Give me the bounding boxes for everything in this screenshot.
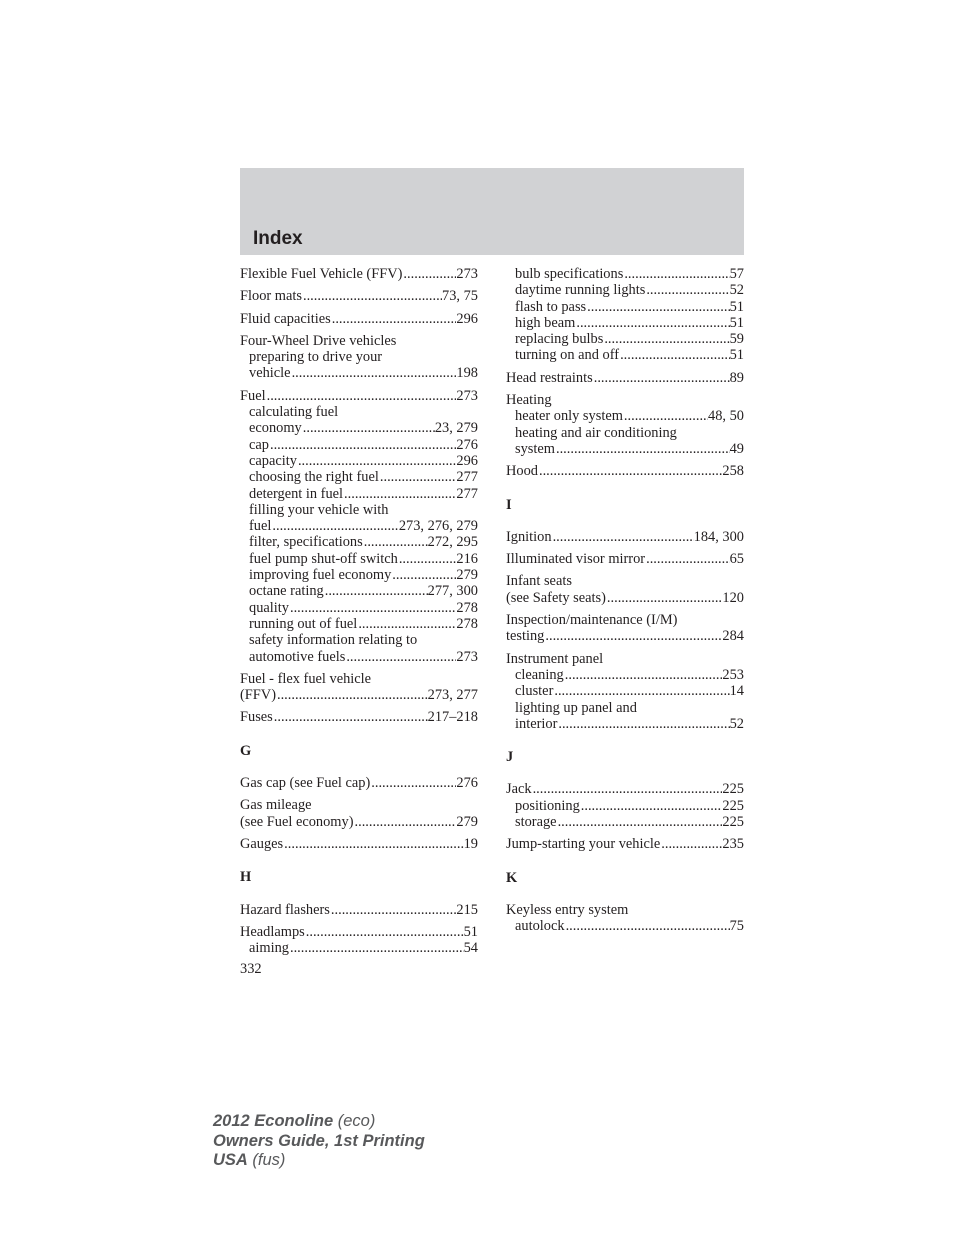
subentry-term: flash to pass xyxy=(515,298,587,315)
subentry-term: turning on and off xyxy=(515,347,620,364)
index-column-right xyxy=(506,266,744,941)
entry-term: Fuel xyxy=(240,387,266,404)
subentry-term: aiming xyxy=(249,940,289,957)
entry-term: Ignition xyxy=(506,528,552,545)
entry-page: 120 xyxy=(722,589,744,606)
entry-term: Keyless entry system xyxy=(506,901,629,918)
entry-page: 253 xyxy=(722,666,744,683)
entry-term: Floor mats xyxy=(240,288,302,305)
entry-term: Hazard flashers xyxy=(240,901,330,918)
entry-page: 273, 276, 279 xyxy=(398,518,478,535)
entry-page: 276 xyxy=(456,775,478,792)
index-entry xyxy=(240,671,478,704)
entry-page: 184, 300 xyxy=(693,528,744,545)
index-entry xyxy=(506,551,744,567)
entry-page: 284 xyxy=(722,628,744,645)
entry-page: 216 xyxy=(456,550,478,567)
document-footer xyxy=(213,1112,425,1171)
entry-page: 51 xyxy=(463,923,478,940)
entry-page: 273, 277 xyxy=(427,687,478,704)
subentry-term: high beam xyxy=(515,314,576,331)
entry-page: 225 xyxy=(722,814,744,831)
subentry-term: positioning xyxy=(515,797,580,814)
entry-page: 273 xyxy=(456,648,478,665)
entry-term: Infant seats xyxy=(506,573,572,590)
index-entry xyxy=(506,573,744,606)
subentry-term: system xyxy=(515,440,555,457)
footer-region-code: (fus) xyxy=(247,1151,286,1169)
index-entry xyxy=(240,266,478,282)
entry-term: Fluid capacities xyxy=(240,310,331,327)
entry-term: Illuminated visor mirror xyxy=(506,551,646,568)
entry-term: Gas cap (see Fuel cap) xyxy=(240,775,371,792)
subentry-term: fuel pump shut-off switch xyxy=(249,550,398,567)
subentry-term: lighting up panel and xyxy=(515,699,637,716)
entry-page: 52 xyxy=(729,715,744,732)
subentry-term: daytime running lights xyxy=(515,282,646,299)
entry-page: 278 xyxy=(456,599,478,616)
entry-page: 258 xyxy=(722,463,744,480)
subentry-term: detergent in fuel xyxy=(249,485,344,502)
subentry-term: vehicle xyxy=(249,365,291,382)
page-number: 332 xyxy=(240,961,262,977)
subentry-term: running out of fuel xyxy=(249,615,358,632)
subentry-term: storage xyxy=(515,814,557,831)
entry-term: testing xyxy=(506,628,545,645)
entry-page: 65 xyxy=(729,551,744,568)
subentry-term: cleaning xyxy=(515,666,564,683)
subentry-term: filter, specifications xyxy=(249,534,363,551)
entry-term: (see Safety seats) xyxy=(506,589,606,606)
index-entry xyxy=(506,651,744,732)
index-entry xyxy=(240,288,478,304)
entry-term: Jack xyxy=(506,781,532,798)
entry-page: 272, 295 xyxy=(427,534,478,551)
subentry-term: calculating fuel xyxy=(249,404,339,421)
index-entry xyxy=(240,775,478,791)
entry-page: 14 xyxy=(729,683,744,700)
entry-term: Fuel - flex fuel vehicle xyxy=(240,670,372,687)
subentry-term: economy xyxy=(249,420,302,437)
index-entry xyxy=(506,781,744,830)
entry-page: 225 xyxy=(722,781,744,798)
entry-page: 278 xyxy=(456,615,478,632)
section-letter: K xyxy=(506,869,518,886)
index-entry xyxy=(506,612,744,645)
entry-term: Gauges xyxy=(240,835,284,852)
subentry-term: interior xyxy=(515,715,558,732)
entry-term: Jump-starting your vehicle xyxy=(506,836,661,853)
index-entry xyxy=(506,902,744,935)
subentry-term: quality xyxy=(249,599,289,616)
entry-page: 51 xyxy=(729,298,744,315)
subentry-term: automotive fuels xyxy=(249,648,346,665)
entry-page: 273 xyxy=(456,266,478,282)
entry-page: 48, 50 xyxy=(708,408,744,425)
entry-page: 235 xyxy=(722,836,744,853)
section-letter: J xyxy=(506,749,514,766)
footer-guide: Owners Guide, 1st Printing xyxy=(213,1131,425,1150)
entry-page: 277 xyxy=(456,469,478,486)
entry-page: 57 xyxy=(729,266,744,282)
subentry-term: fuel xyxy=(249,518,272,535)
entry-page: 19 xyxy=(463,835,478,852)
index-entry xyxy=(506,529,744,545)
section-letter: G xyxy=(240,742,252,759)
entry-term: Flexible Fuel Vehicle (FFV) xyxy=(240,266,403,282)
index-column-left xyxy=(240,266,478,962)
entry-term: Headlamps xyxy=(240,923,305,940)
footer-model: 2012 Econoline xyxy=(213,1112,334,1130)
subentry-term: heater only system xyxy=(515,408,623,425)
entry-page: 198 xyxy=(456,365,478,382)
subentry-term: choosing the right fuel xyxy=(249,469,379,486)
section-letter: H xyxy=(240,869,252,886)
entry-page: 23, 279 xyxy=(434,420,478,437)
index-entry xyxy=(240,709,478,725)
entry-term: (FFV) xyxy=(240,687,276,704)
subentry-term: preparing to drive your xyxy=(249,349,383,366)
footer-model-code: (eco) xyxy=(333,1112,376,1130)
subentry-term: heating and air conditioning xyxy=(515,424,677,441)
index-entry xyxy=(506,836,744,852)
entry-page: 51 xyxy=(729,347,744,364)
entry-term: Head restraints xyxy=(506,369,593,386)
entry-page: 75 xyxy=(729,918,744,935)
entry-page: 296 xyxy=(456,310,478,327)
entry-page: 49 xyxy=(729,440,744,457)
subentry-term: cluster xyxy=(515,683,554,700)
subentry-term: improving fuel economy xyxy=(249,567,392,584)
subentry-term: autolock xyxy=(515,918,565,935)
index-entry xyxy=(240,333,478,382)
index-entry xyxy=(240,836,478,852)
entry-page: 279 xyxy=(456,813,478,830)
index-entry xyxy=(240,797,478,830)
index-entry xyxy=(506,370,744,386)
page-title: Index xyxy=(253,228,303,249)
entry-page: 52 xyxy=(729,282,744,299)
index-entry-continued xyxy=(506,266,744,364)
entry-page: 59 xyxy=(729,331,744,348)
subentry-term: capacity xyxy=(249,452,297,469)
entry-page: 277, 300 xyxy=(427,583,478,600)
entry-page: 217–218 xyxy=(427,709,478,726)
subentry-term: octane rating xyxy=(249,583,324,600)
entry-page: 51 xyxy=(729,314,744,331)
section-letter: I xyxy=(506,496,512,513)
entry-page: 279 xyxy=(456,567,478,584)
entry-page: 54 xyxy=(463,940,478,957)
entry-page: 277 xyxy=(456,485,478,502)
subentry-term: replacing bulbs xyxy=(515,331,604,348)
entry-page: 296 xyxy=(456,452,478,469)
entry-term: Hood xyxy=(506,463,538,480)
entry-term: (see Fuel economy) xyxy=(240,813,354,830)
index-entry xyxy=(240,902,478,918)
entry-term: Heating xyxy=(506,392,552,409)
index-entry xyxy=(240,388,478,665)
entry-term: Fuses xyxy=(240,709,273,726)
entry-term: Inspection/maintenance (I/M) xyxy=(506,612,678,629)
entry-page: 225 xyxy=(722,797,744,814)
footer-region: USA xyxy=(213,1151,248,1169)
index-entry xyxy=(240,924,478,957)
entry-term: Instrument panel xyxy=(506,650,604,667)
entry-page: 73, 75 xyxy=(442,288,478,305)
index-entry xyxy=(506,392,744,457)
entry-term: Four-Wheel Drive vehicles xyxy=(240,332,397,349)
entry-page: 276 xyxy=(456,436,478,453)
entry-term: Gas mileage xyxy=(240,797,312,814)
subentry-term: safety information relating to xyxy=(249,632,418,649)
index-entry xyxy=(240,311,478,327)
index-entry xyxy=(506,463,744,479)
entry-page: 273 xyxy=(456,387,478,404)
subentry-term: cap xyxy=(249,436,269,453)
index-header-band xyxy=(240,168,744,255)
subentry-term: filling your vehicle with xyxy=(249,501,389,518)
entry-page: 89 xyxy=(729,369,744,386)
subentry-term: bulb specifications xyxy=(515,266,624,282)
entry-page: 215 xyxy=(456,901,478,918)
